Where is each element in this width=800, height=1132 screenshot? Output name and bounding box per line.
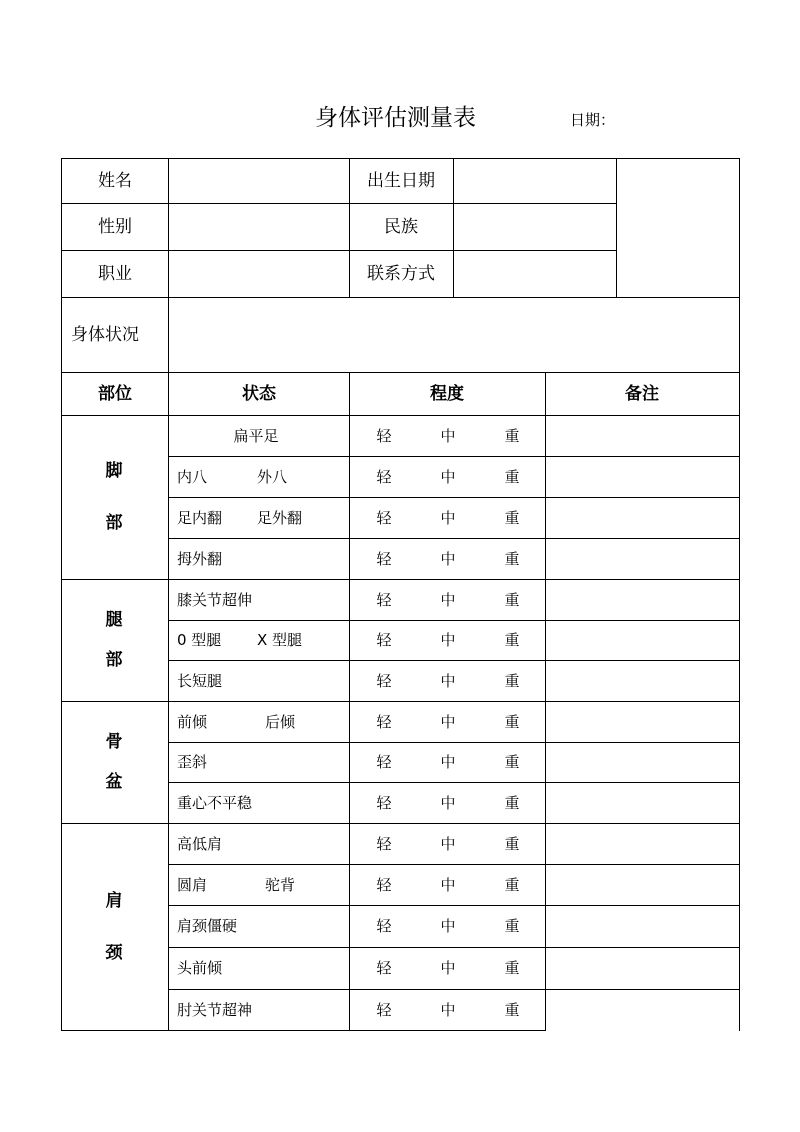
severity-option[interactable]: 重 [504,508,520,527]
severity-option[interactable]: 重 [504,753,520,771]
row-border [168,620,740,621]
severity-option[interactable]: 中 [440,467,456,486]
row-border [168,782,740,783]
body-part-label: 脚 [105,461,123,481]
note-input[interactable] [547,499,737,536]
table-line [61,415,740,416]
severity-option[interactable]: 轻 [376,834,392,853]
table-line [61,250,617,251]
severity-option[interactable]: 中 [440,712,456,731]
severity-option[interactable]: 轻 [376,875,392,894]
info-input[interactable] [455,205,614,248]
severity-option[interactable]: 重 [504,917,520,935]
condition-item: 肘关节超神 [177,1000,253,1019]
body-part-label: 腿 [105,610,123,630]
severity-option[interactable]: 轻 [376,712,392,731]
severity-option[interactable]: 中 [440,426,456,445]
severity-option[interactable]: 中 [440,508,456,527]
severity-option[interactable]: 重 [504,834,520,853]
note-input[interactable] [547,581,737,618]
note-input[interactable] [547,784,737,821]
severity-option[interactable]: 中 [440,1000,456,1019]
severity-option[interactable]: 重 [504,426,520,445]
condition-item: 后倾 [265,712,296,731]
table-line [61,297,740,298]
group-border [61,579,740,580]
condition-item: 肩颈僵硬 [177,917,238,935]
condition-item: 足内翻 [177,508,223,527]
date-label: 日期： [570,111,616,129]
note-input[interactable] [547,703,737,740]
group-border [61,823,740,824]
row-border [168,864,740,865]
table-line [349,158,350,298]
page-title: 身体评估测量表 [315,105,476,131]
severity-option[interactable]: 重 [504,1000,520,1019]
row-border [168,538,740,539]
severity-option[interactable]: 轻 [376,508,392,527]
severity-option[interactable]: 重 [504,467,520,486]
note-input[interactable] [547,662,737,699]
condition-item: 长短腿 [177,671,223,690]
severity-option[interactable]: 轻 [376,549,392,568]
group-border [61,701,740,702]
severity-option[interactable]: 轻 [376,1000,392,1019]
condition-item: 高低肩 [177,834,223,853]
severity-option[interactable]: 轻 [376,426,392,445]
row-border [168,947,740,948]
body-part-label: 颈 [105,942,123,963]
severity-option[interactable]: 轻 [376,959,392,977]
note-input[interactable] [547,907,737,945]
severity-option[interactable]: 中 [440,631,456,649]
body-part-label: 部 [105,513,123,533]
table-line [168,158,169,1031]
info-input[interactable] [170,205,347,248]
condition-item: 头前倾 [177,959,223,977]
group-border [61,1030,546,1031]
condition-item: 前倾 [177,712,208,731]
info-label: 职业 [98,263,132,284]
info-label: 出生日期 [367,170,435,191]
body-part-label: 肩 [105,890,123,911]
row-border [168,742,740,743]
table-border-top [61,158,740,159]
info-label: 姓名 [98,170,132,191]
severity-option[interactable]: 中 [440,959,456,977]
condition-item: 驼背 [265,875,296,894]
severity-option[interactable]: 重 [504,671,520,690]
severity-option[interactable]: 重 [504,875,520,894]
note-input[interactable] [547,540,737,577]
severity-option[interactable]: 轻 [376,631,392,649]
condition-item: 拇外翻 [177,549,223,568]
severity-option[interactable]: 轻 [376,671,392,690]
severity-option[interactable]: 中 [440,793,456,812]
row-border [168,660,740,661]
body-part-label: 部 [105,650,123,670]
header-note: 备注 [625,383,659,404]
note-input[interactable] [547,866,737,903]
severity-option[interactable]: 轻 [376,753,392,771]
condition-item: 圆肩 [177,875,208,894]
photo-area[interactable] [618,160,737,295]
severity-option[interactable]: 中 [440,753,456,771]
info-label: 性别 [98,216,132,237]
table-border-left [61,158,62,1031]
condition-item: 扁平足 [233,426,279,445]
severity-option[interactable]: 轻 [376,467,392,486]
info-input[interactable] [455,160,614,201]
row-border [168,456,740,457]
table-line [61,372,740,373]
severity-option[interactable]: 轻 [376,917,392,935]
severity-option[interactable]: 中 [440,671,456,690]
table-line [453,158,454,298]
condition-item: 膝关节超伸 [177,590,253,609]
table-border-right [739,158,740,1031]
severity-option[interactable]: 中 [440,917,456,935]
severity-option[interactable]: 重 [504,549,520,568]
note-input[interactable] [547,949,737,987]
body-part-label: 盆 [105,772,123,792]
severity-option[interactable]: 轻 [376,793,392,812]
info-label: 民族 [384,216,418,237]
header-part: 部位 [98,383,132,404]
info-input[interactable] [455,252,614,295]
condition-input[interactable] [170,299,737,370]
info-input[interactable] [170,252,347,295]
condition-item: 外八 [257,467,288,486]
row-border [168,989,740,990]
severity-option[interactable]: 重 [504,712,520,731]
note-input[interactable] [547,744,737,780]
severity-option[interactable]: 重 [504,959,520,977]
severity-option[interactable]: 中 [440,834,456,853]
severity-option[interactable]: 中 [440,875,456,894]
severity-option[interactable]: 重 [504,793,520,812]
body-part-label: 骨 [105,732,123,752]
condition-item: 重心不平稳 [177,793,253,812]
severity-option[interactable]: 轻 [376,590,392,609]
severity-option[interactable]: 中 [440,549,456,568]
note-input[interactable] [547,458,737,495]
info-input[interactable] [170,160,347,201]
note-input[interactable] [547,991,737,1028]
condition-item: 内八 [177,467,208,486]
severity-option[interactable]: 中 [440,590,456,609]
condition-item: 0 型腿 [177,631,222,649]
condition-item: 足外翻 [257,508,303,527]
table-line [61,203,617,204]
info-label: 联系方式 [367,263,435,284]
header-state: 状态 [242,383,276,404]
header-degree: 程度 [430,383,464,404]
condition-item: X 型腿 [257,631,303,649]
note-input[interactable] [547,622,737,658]
table-line [616,158,617,298]
condition-label: 身体状况 [71,324,139,345]
row-border [168,905,740,906]
note-input[interactable] [547,417,737,454]
condition-item: 歪斜 [177,753,208,771]
severity-option[interactable]: 重 [504,590,520,609]
row-border [168,497,740,498]
severity-option[interactable]: 重 [504,631,520,649]
note-input[interactable] [547,825,737,862]
